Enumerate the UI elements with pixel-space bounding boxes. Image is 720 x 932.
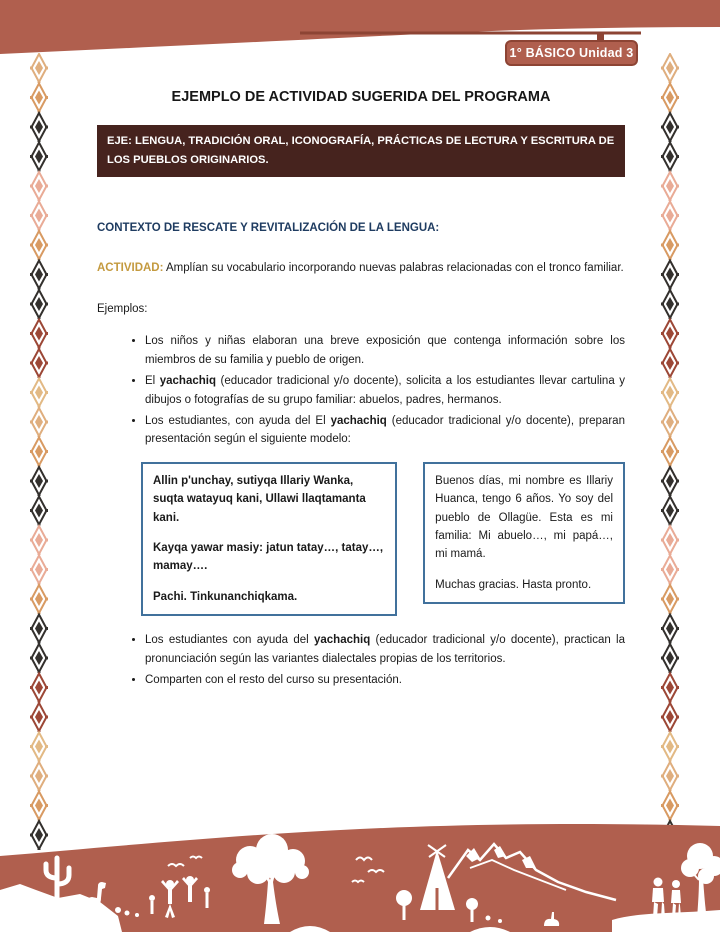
activity-paragraph [97, 259, 625, 277]
bullet-item: • Comparten con el resto del curso su presentación. [145, 671, 625, 689]
bullet-list-top [97, 332, 625, 448]
textile-border-right [661, 53, 679, 850]
context-heading: CONTEXTO DE RESCATE Y REVITALIZACIÓN DE LA LENGUA: [97, 222, 440, 235]
box-paragraph: Muchas gracias. Hasta pronto. [435, 578, 592, 591]
bullet-list-bottom [97, 631, 625, 689]
bullet-item: • El yachachiq (educador tradicional y/o docente), solicita a los estudiantes llevar cartulina y dibujos o fotografías de su grupo familiar: abuelos, padres, hermanos. [145, 372, 625, 409]
box-paragraph: Buenos días, mi nombre es Illariy Huanca, tengo 6 años. Yo soy del pueblo de Ollagüe. Esta es mi familia: Mi abuelo…, mi papá…, mi mamá. [435, 474, 613, 561]
activity-text: Amplían su vocabulario incorporando nuevas palabras relacionadas con el tronco familiar. [163, 261, 624, 274]
document-content [97, 86, 625, 692]
textile-border-left [30, 53, 48, 850]
bullet-item: • Los estudiantes con ayuda del yachachiq (educador tradicional y/o docente), practican la pronunciación según las variantes dialectales propias de los territorios. [145, 631, 625, 668]
box-paragraph: Allin p'unchay, sutiyqa Illariy Wanka, suqta watayuq kani, Ullawi llaqtamanta kani. [153, 474, 366, 524]
page-title: EJEMPLO DE ACTIVIDAD SUGERIDA DEL PROGRAMA [171, 89, 551, 105]
model-box-quechua [141, 462, 397, 616]
model-box-spanish [423, 462, 625, 604]
bullet-item: • Los estudiantes, con ayuda del El yachachiq (educador tradicional y/o docente), preparan presentación según el siguiente modelo: [145, 412, 625, 449]
footer-landscape-art [0, 820, 720, 932]
model-boxes [141, 462, 625, 616]
examples-heading: Ejemplos: [97, 303, 148, 316]
box-paragraph: Pachi. Tinkunanchiqkama. [153, 590, 298, 603]
unit-badge: 1° BÁSICO Unidad 3 [505, 40, 638, 66]
activity-label: ACTIVIDAD: [97, 261, 164, 274]
bullet-item: • Los niños y niñas elaboran una breve exposición que contenga información sobre los miembros de su familia y pueblo de origen. [145, 332, 625, 369]
eje-banner: EJE: LENGUA, TRADICIÓN ORAL, ICONOGRAFÍA, PRÁCTICAS DE LECTURA Y ESCRITURA DE LOS PUEBLOS ORIGINARIOS. [97, 125, 625, 177]
box-paragraph: Kayqa yawar masiy: jatun tatay…, tatay…, mamay…. [153, 541, 384, 573]
